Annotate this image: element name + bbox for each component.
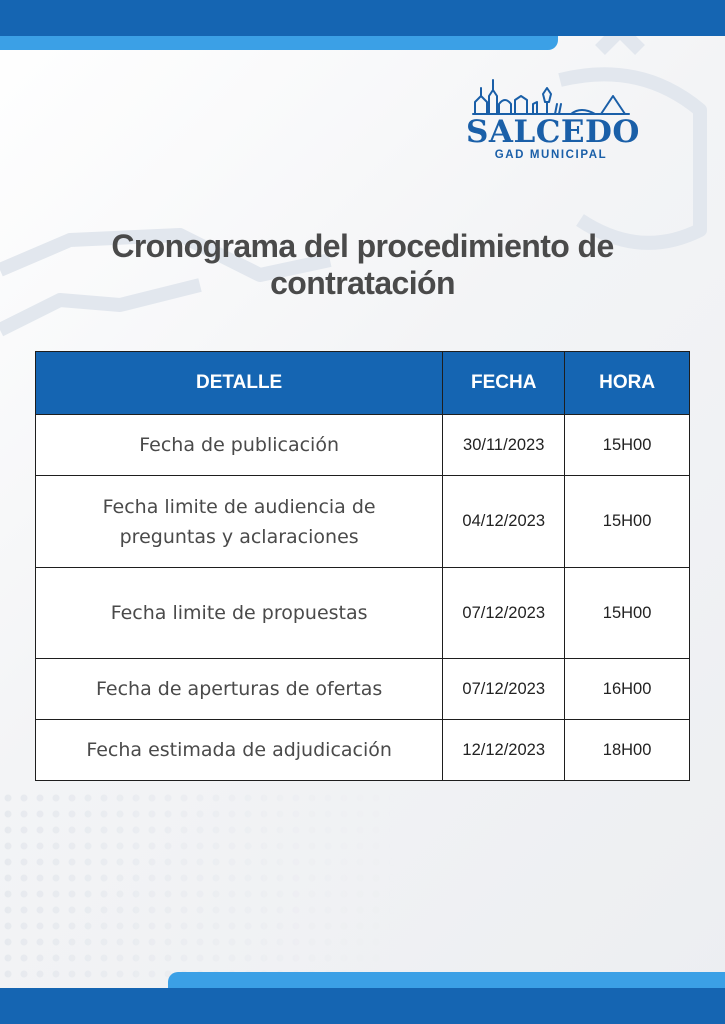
table-row — [36, 720, 690, 781]
row-detalle: Fecha estimada de adjudicación — [36, 720, 443, 781]
salcedo-logo — [466, 74, 640, 174]
row-hora: 18H00 — [565, 720, 690, 781]
header-detalle: DETALLE — [36, 352, 443, 415]
row-hora: 15H00 — [565, 415, 690, 476]
logo-subtitle: GAD MUNICIPAL — [494, 149, 608, 161]
row-detalle: Fecha de publicación — [36, 415, 443, 476]
page-title: Cronograma del procedimiento de contratación — [111, 228, 614, 301]
top-accent-bar — [0, 36, 558, 50]
table-row — [36, 415, 690, 476]
table-row — [36, 659, 690, 720]
row-hora: 15H00 — [565, 476, 690, 568]
row-hora: 15H00 — [565, 568, 690, 659]
row-fecha: 07/12/2023 — [443, 568, 565, 659]
row-detalle: Fecha limite de propuestas — [36, 568, 443, 659]
dot-pattern — [0, 790, 725, 980]
row-fecha: 07/12/2023 — [443, 659, 565, 720]
logo-name: SALCEDO — [466, 114, 640, 150]
table-row — [36, 476, 690, 568]
header-fecha: FECHA — [443, 352, 565, 415]
bottom-accent-bar — [168, 972, 725, 988]
schedule-table — [35, 351, 690, 781]
row-detalle: Fecha de aperturas de ofertas — [36, 659, 443, 720]
bottom-bar — [0, 988, 725, 1024]
row-fecha: 04/12/2023 — [443, 476, 565, 568]
row-fecha: 30/11/2023 — [443, 415, 565, 476]
row-hora: 16H00 — [565, 659, 690, 720]
table-row — [36, 568, 690, 659]
header-hora: HORA — [565, 352, 690, 415]
row-detalle: Fecha limite de audiencia de preguntas y aclaraciones — [36, 476, 443, 568]
top-bar — [0, 0, 725, 36]
table-header-row — [36, 352, 690, 415]
city-skyline-icon — [471, 74, 631, 118]
row-fecha: 12/12/2023 — [443, 720, 565, 781]
